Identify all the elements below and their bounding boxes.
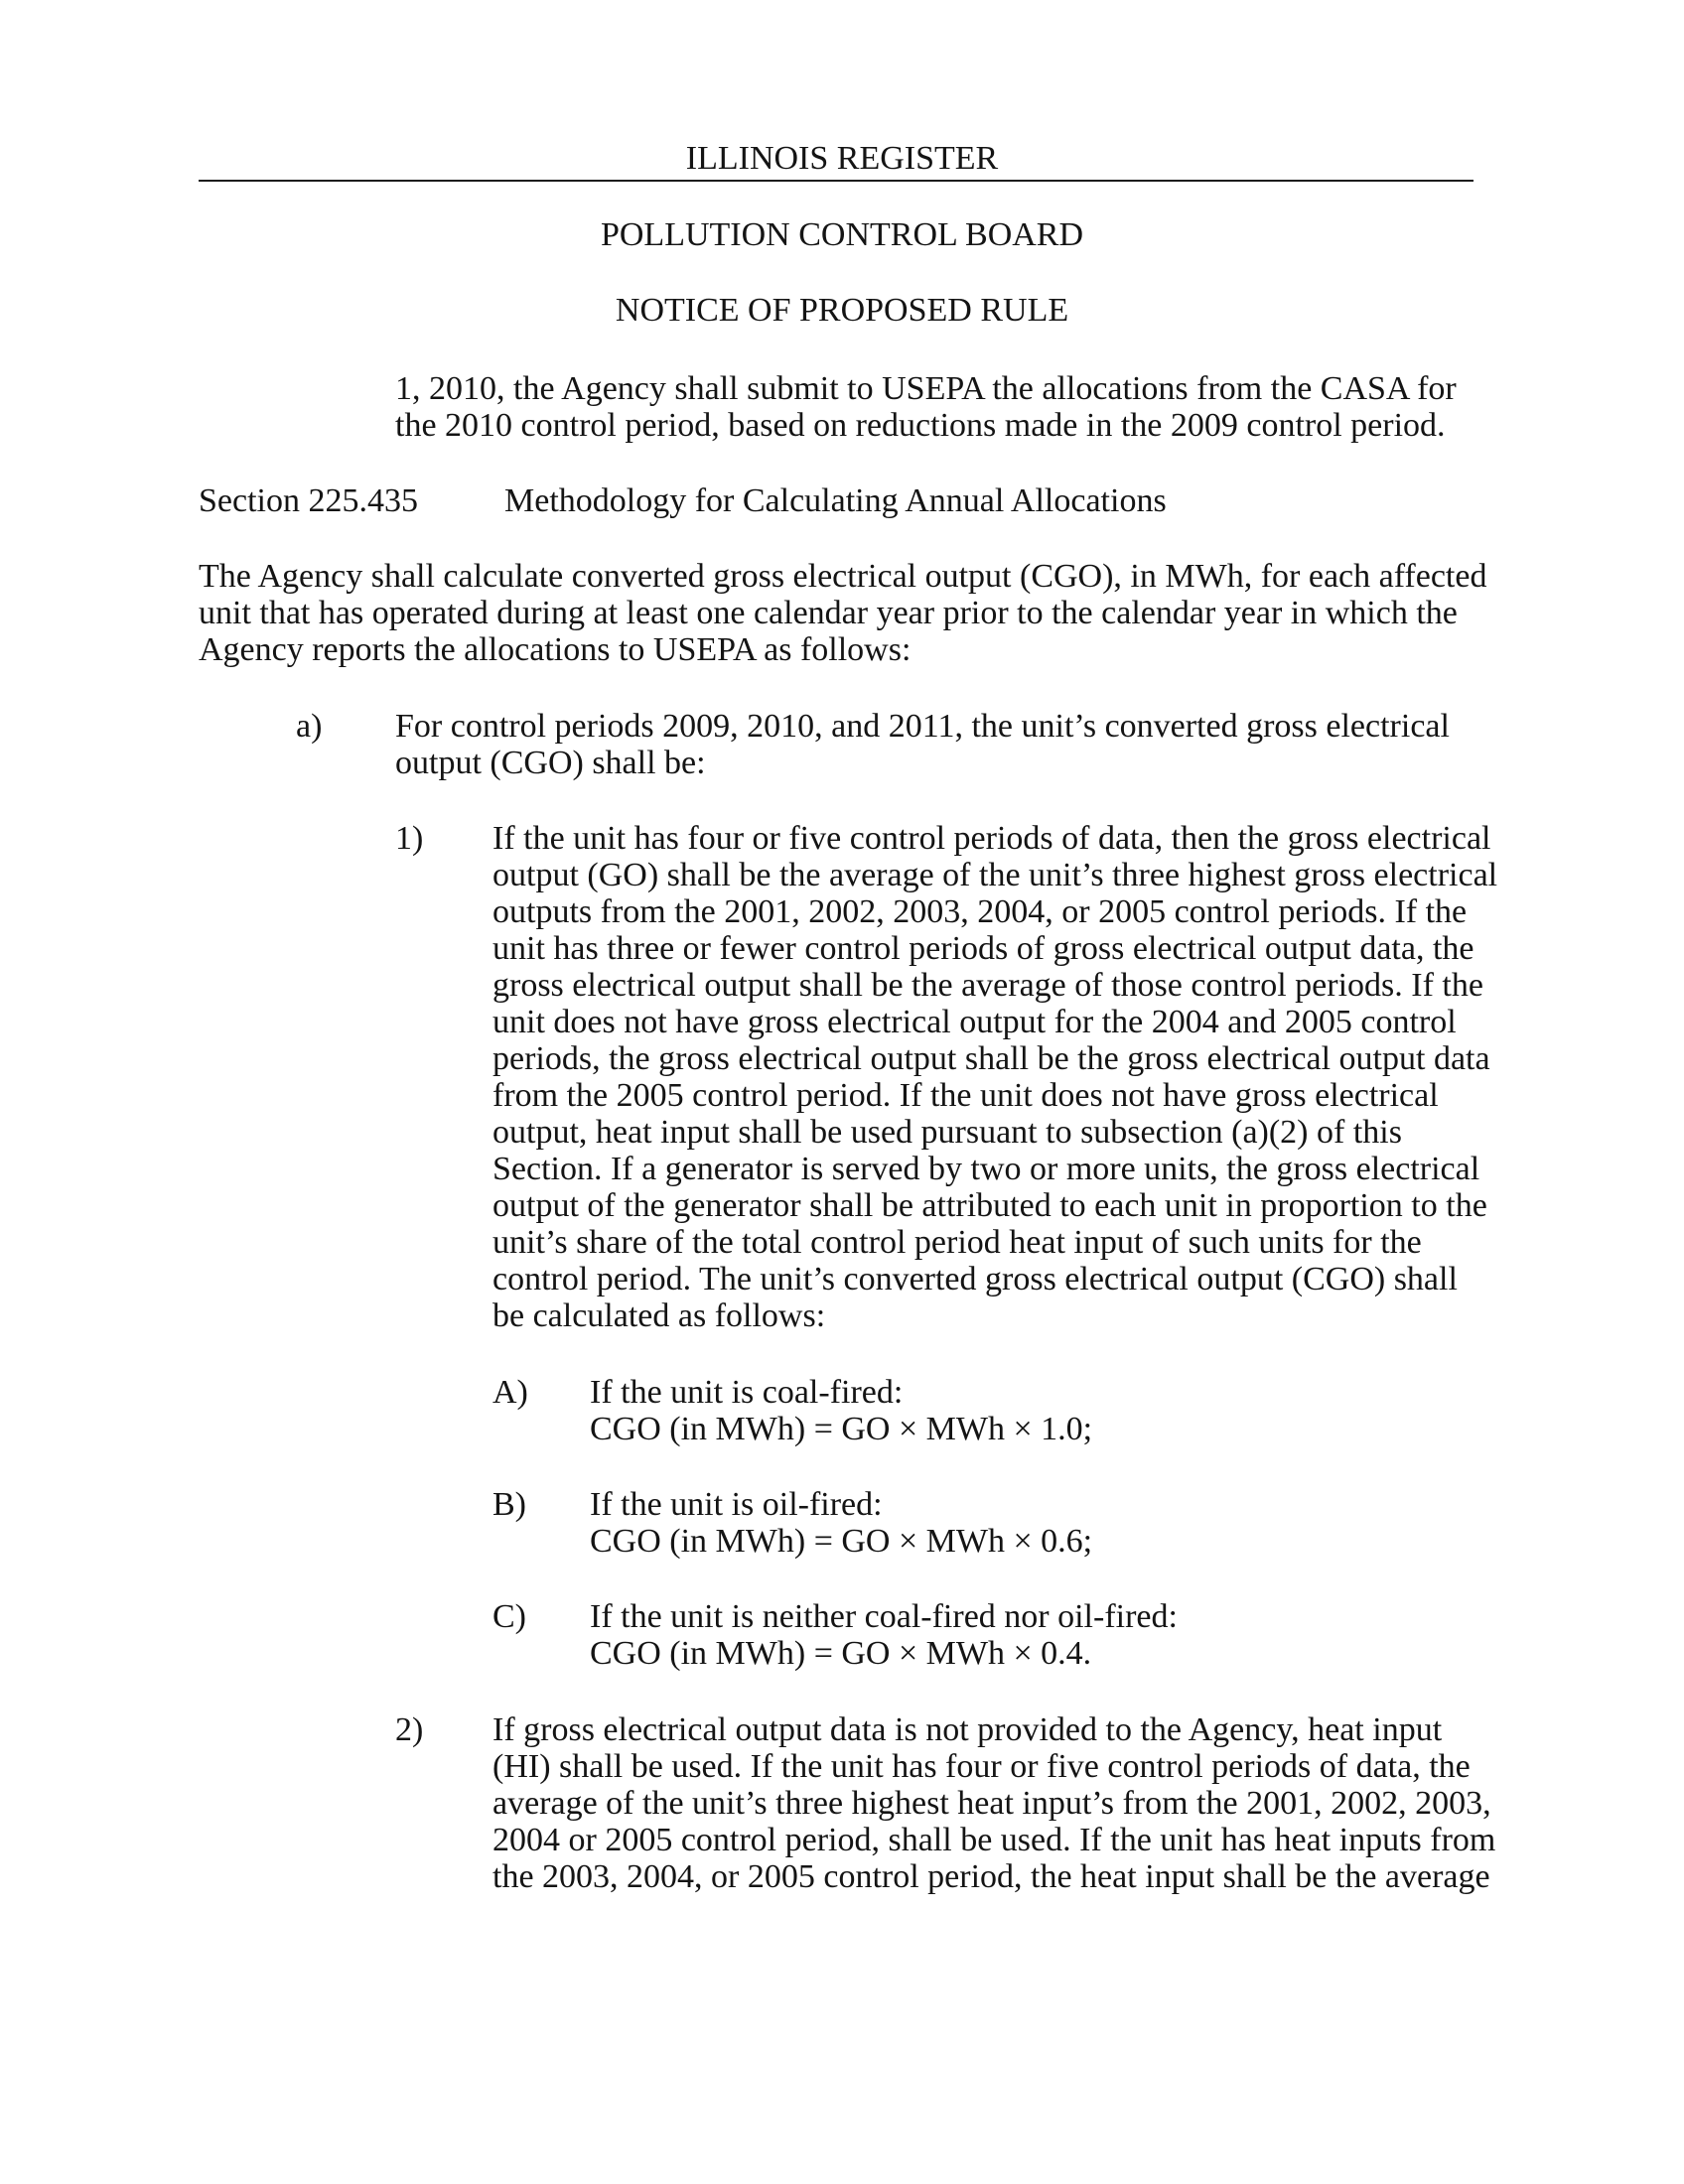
subsection-a-label: a): [296, 708, 323, 745]
register-title: ILLINOIS REGISTER: [685, 140, 999, 177]
paragraph-2-line-3: average of the unit’s three highest heat input’s from the 2001, 2002, 2003,: [492, 1785, 1491, 1822]
paragraph-1-line-7: periods, the gross electrical output shall be the gross electrical output data: [492, 1040, 1490, 1077]
paragraph-1-line-9: output, heat input shall be used pursuant to subsection (a)(2) of this: [492, 1114, 1402, 1151]
paragraph-1-label: 1): [395, 820, 424, 857]
paragraph-1-line-8: from the 2005 control period. If the unit does not have gross electrical: [492, 1077, 1439, 1114]
paragraph-2-label: 2): [395, 1711, 424, 1748]
intro-line-2: unit that has operated during at least one calendar year prior to the calendar year in which the: [199, 595, 1458, 631]
item-a-formula: CGO (in MWh) = GO × MWh × 1.0;: [590, 1411, 1093, 1447]
paragraph-1-line-2: output (GO) shall be the average of the unit’s three highest gross electrical: [492, 857, 1498, 893]
paragraph-1-line-10: Section. If a generator is served by two or more units, the gross electrical: [492, 1151, 1480, 1187]
item-c-condition: If the unit is neither coal-fired nor oil-fired:: [590, 1598, 1178, 1635]
continuation-line-1: 1, 2010, the Agency shall submit to USEPA the allocations from the CASA for: [395, 370, 1457, 407]
item-b-condition: If the unit is oil-fired:: [590, 1486, 883, 1523]
paragraph-1-line-1: If the unit has four or five control periods of data, then the gross electrical: [492, 820, 1491, 857]
continuation-line-2: the 2010 control period, based on reductions made in the 2009 control period.: [395, 407, 1446, 444]
item-c-label: C): [492, 1598, 526, 1635]
board-title: POLLUTION CONTROL BOARD: [600, 216, 1084, 253]
item-b-label: B): [492, 1486, 526, 1523]
item-c-formula: CGO (in MWh) = GO × MWh × 0.4.: [590, 1635, 1092, 1672]
paragraph-1-line-14: be calculated as follows:: [492, 1297, 826, 1334]
paragraph-2-line-5: the 2003, 2004, or 2005 control period, the heat input shall be the average: [492, 1858, 1490, 1895]
section-title: Methodology for Calculating Annual Allocations: [504, 482, 1167, 519]
paragraph-1-line-11: output of the generator shall be attributed to each unit in proportion to the: [492, 1187, 1487, 1224]
header-rule: [199, 180, 1474, 182]
paragraph-1-line-4: unit has three or fewer control periods of gross electrical output data, the: [492, 930, 1474, 967]
notice-title: NOTICE OF PROPOSED RULE: [615, 292, 1069, 329]
intro-line-1: The Agency shall calculate converted gross electrical output (CGO), in MWh, for each affected: [199, 558, 1487, 595]
paragraph-1-line-12: unit’s share of the total control period heat input of such units for the: [492, 1224, 1422, 1261]
paragraph-1-line-13: control period. The unit’s converted gross electrical output (CGO) shall: [492, 1261, 1458, 1297]
item-b-formula: CGO (in MWh) = GO × MWh × 0.6;: [590, 1523, 1093, 1560]
intro-line-3: Agency reports the allocations to USEPA as follows:: [199, 631, 912, 668]
subsection-a-line-2: output (CGO) shall be:: [395, 745, 706, 781]
subsection-a-line-1: For control periods 2009, 2010, and 2011, the unit’s converted gross electrical: [395, 708, 1450, 745]
item-a-condition: If the unit is coal-fired:: [590, 1374, 904, 1411]
paragraph-1-line-5: gross electrical output shall be the average of those control periods. If the: [492, 967, 1483, 1004]
item-a-label: A): [492, 1374, 528, 1411]
paragraph-2-line-4: 2004 or 2005 control period, shall be used. If the unit has heat inputs from: [492, 1822, 1496, 1858]
paragraph-2-line-1: If gross electrical output data is not provided to the Agency, heat input: [492, 1711, 1443, 1748]
paragraph-2-line-2: (HI) shall be used. If the unit has four or five control periods of data, the: [492, 1748, 1471, 1785]
paragraph-1-line-6: unit does not have gross electrical output for the 2004 and 2005 control: [492, 1004, 1457, 1040]
section-number: Section 225.435: [199, 482, 418, 519]
paragraph-1-line-3: outputs from the 2001, 2002, 2003, 2004, or 2005 control periods. If the: [492, 893, 1468, 930]
